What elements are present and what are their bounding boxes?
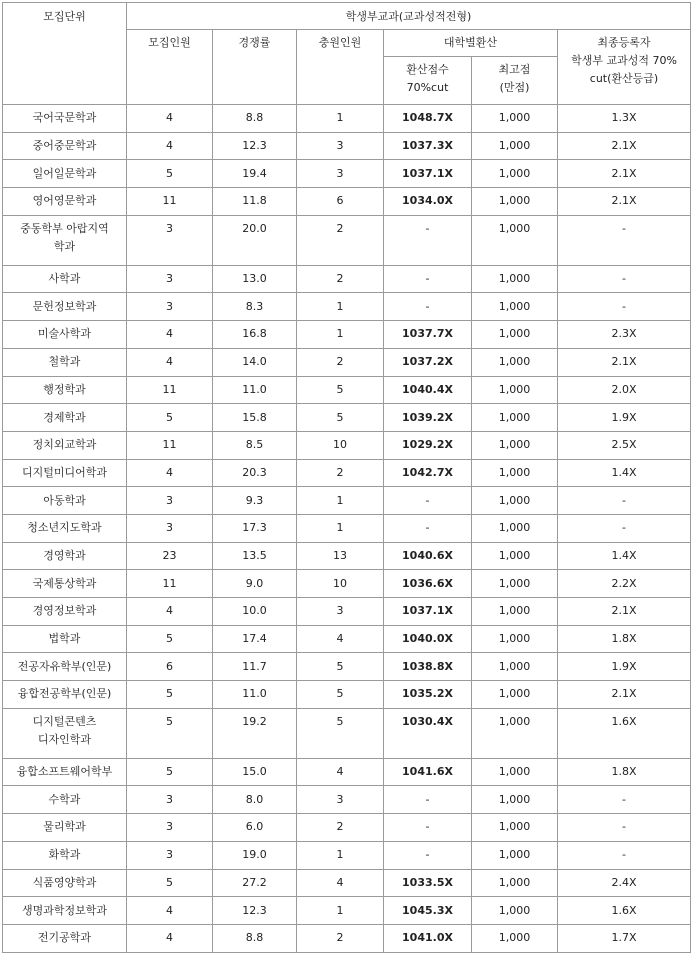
table-row xyxy=(3,841,691,869)
cell-unit: 수학과 xyxy=(3,786,127,814)
cell-max: 1,000 xyxy=(472,814,558,842)
cell-recruit: 5 xyxy=(127,404,213,432)
cell-compete: 15.0 xyxy=(213,758,297,786)
cell-unit: 식품영양학과 xyxy=(3,869,127,897)
header-convert-score: 환산점수 70%cut xyxy=(384,57,472,105)
cell-max: 1,000 xyxy=(472,514,558,542)
cell-reserve: 3 xyxy=(297,132,384,160)
cell-max: 1,000 xyxy=(472,487,558,515)
cell-max: 1,000 xyxy=(472,160,558,188)
cell-recruit: 5 xyxy=(127,708,213,758)
cell-compete: 17.3 xyxy=(213,514,297,542)
cell-reserve: 2 xyxy=(297,215,384,265)
cell-compete: 12.3 xyxy=(213,897,297,925)
cell-grade: 1.4X xyxy=(558,459,691,487)
cell-score: - xyxy=(384,487,472,515)
header-reserve: 충원인원 xyxy=(297,30,384,105)
cell-recruit: 3 xyxy=(127,265,213,293)
table-row xyxy=(3,105,691,133)
table-row xyxy=(3,487,691,515)
table-row xyxy=(3,924,691,952)
cell-reserve: 5 xyxy=(297,681,384,709)
header-track: 학생부교과(교과성적전형) xyxy=(127,3,691,30)
cell-grade: 2.3X xyxy=(558,321,691,349)
cell-reserve: 5 xyxy=(297,404,384,432)
cell-score: 1037.2X xyxy=(384,348,472,376)
cell-compete: 8.0 xyxy=(213,786,297,814)
cell-unit: 문헌정보학과 xyxy=(3,293,127,321)
table-row xyxy=(3,215,691,265)
cell-unit: 전공자유학부(인문) xyxy=(3,653,127,681)
cell-recruit: 5 xyxy=(127,681,213,709)
cell-max: 1,000 xyxy=(472,758,558,786)
cell-reserve: 5 xyxy=(297,708,384,758)
cell-max: 1,000 xyxy=(472,188,558,216)
cell-unit: 화학과 xyxy=(3,841,127,869)
cell-grade: 2.1X xyxy=(558,348,691,376)
cell-grade: - xyxy=(558,293,691,321)
cell-compete: 13.0 xyxy=(213,265,297,293)
cell-score: 1037.3X xyxy=(384,132,472,160)
cell-score: 1048.7X xyxy=(384,105,472,133)
cell-grade: 2.4X xyxy=(558,869,691,897)
cell-grade: 2.5X xyxy=(558,431,691,459)
cell-compete: 8.3 xyxy=(213,293,297,321)
cell-reserve: 1 xyxy=(297,514,384,542)
cell-reserve: 1 xyxy=(297,841,384,869)
table-row xyxy=(3,514,691,542)
cell-compete: 17.4 xyxy=(213,625,297,653)
cell-compete: 27.2 xyxy=(213,869,297,897)
header-unit: 모집단위 xyxy=(3,3,127,105)
cell-grade: 1.6X xyxy=(558,897,691,925)
cell-compete: 14.0 xyxy=(213,348,297,376)
cell-max: 1,000 xyxy=(472,376,558,404)
cell-unit: 사학과 xyxy=(3,265,127,293)
cell-unit: 물리학과 xyxy=(3,814,127,842)
cell-score: 1030.4X xyxy=(384,708,472,758)
cell-score: 1037.1X xyxy=(384,160,472,188)
table-row xyxy=(3,404,691,432)
cell-score: 1045.3X xyxy=(384,897,472,925)
cell-recruit: 3 xyxy=(127,514,213,542)
cell-recruit: 11 xyxy=(127,431,213,459)
cell-compete: 19.2 xyxy=(213,708,297,758)
table-row xyxy=(3,431,691,459)
cell-score: - xyxy=(384,841,472,869)
cell-unit: 아동학과 xyxy=(3,487,127,515)
cell-max: 1,000 xyxy=(472,265,558,293)
cell-unit: 정치외교학과 xyxy=(3,431,127,459)
cell-reserve: 2 xyxy=(297,348,384,376)
cell-reserve: 1 xyxy=(297,293,384,321)
cell-score: 1034.0X xyxy=(384,188,472,216)
cell-compete: 15.8 xyxy=(213,404,297,432)
cell-compete: 11.7 xyxy=(213,653,297,681)
cell-score: - xyxy=(384,786,472,814)
cell-score: - xyxy=(384,215,472,265)
cell-unit: 중어중문학과 xyxy=(3,132,127,160)
cell-grade: 2.1X xyxy=(558,681,691,709)
cell-max: 1,000 xyxy=(472,404,558,432)
cell-recruit: 4 xyxy=(127,132,213,160)
cell-score: - xyxy=(384,293,472,321)
cell-recruit: 3 xyxy=(127,841,213,869)
cell-recruit: 4 xyxy=(127,924,213,952)
cell-reserve: 5 xyxy=(297,376,384,404)
cell-reserve: 4 xyxy=(297,625,384,653)
cell-unit: 미술사학과 xyxy=(3,321,127,349)
table-row xyxy=(3,786,691,814)
cell-grade: - xyxy=(558,514,691,542)
cell-unit: 디지털콘텐츠 디자인학과 xyxy=(3,708,127,758)
cell-score: 1039.2X xyxy=(384,404,472,432)
cell-max: 1,000 xyxy=(472,924,558,952)
header-convert-group: 대학별환산 xyxy=(384,30,558,57)
table-row xyxy=(3,132,691,160)
cell-grade: - xyxy=(558,487,691,515)
cell-recruit: 5 xyxy=(127,625,213,653)
cell-recruit: 3 xyxy=(127,293,213,321)
cell-max: 1,000 xyxy=(472,570,558,598)
cell-recruit: 3 xyxy=(127,786,213,814)
cell-recruit: 11 xyxy=(127,570,213,598)
header-compete: 경쟁률 xyxy=(213,30,297,105)
cell-recruit: 11 xyxy=(127,376,213,404)
cell-reserve: 1 xyxy=(297,321,384,349)
table-row xyxy=(3,542,691,570)
admission-results-table xyxy=(2,2,691,953)
table-row xyxy=(3,598,691,626)
cell-unit: 경영학과 xyxy=(3,542,127,570)
cell-score: 1037.7X xyxy=(384,321,472,349)
cell-max: 1,000 xyxy=(472,348,558,376)
cell-grade: 2.0X xyxy=(558,376,691,404)
cell-recruit: 3 xyxy=(127,814,213,842)
cell-unit: 생명과학정보학과 xyxy=(3,897,127,925)
cell-max: 1,000 xyxy=(472,869,558,897)
cell-unit: 국제통상학과 xyxy=(3,570,127,598)
cell-reserve: 3 xyxy=(297,786,384,814)
cell-grade: 2.1X xyxy=(558,598,691,626)
cell-compete: 19.0 xyxy=(213,841,297,869)
cell-max: 1,000 xyxy=(472,653,558,681)
cell-grade: - xyxy=(558,265,691,293)
header-max-score: 최고점 (만점) xyxy=(472,57,558,105)
table-row xyxy=(3,348,691,376)
cell-max: 1,000 xyxy=(472,293,558,321)
header-final: 최종등록자 학생부 교과성적 70% cut(환산등급) xyxy=(558,30,691,105)
cell-recruit: 4 xyxy=(127,348,213,376)
cell-unit: 철학과 xyxy=(3,348,127,376)
cell-reserve: 1 xyxy=(297,105,384,133)
cell-grade: - xyxy=(558,841,691,869)
cell-max: 1,000 xyxy=(472,132,558,160)
cell-max: 1,000 xyxy=(472,625,558,653)
table-row xyxy=(3,708,691,758)
table-row xyxy=(3,459,691,487)
table-row xyxy=(3,653,691,681)
cell-compete: 9.3 xyxy=(213,487,297,515)
cell-max: 1,000 xyxy=(472,321,558,349)
cell-reserve: 6 xyxy=(297,188,384,216)
cell-max: 1,000 xyxy=(472,459,558,487)
cell-compete: 8.8 xyxy=(213,924,297,952)
cell-max: 1,000 xyxy=(472,431,558,459)
cell-score: - xyxy=(384,514,472,542)
cell-compete: 6.0 xyxy=(213,814,297,842)
cell-reserve: 4 xyxy=(297,869,384,897)
cell-grade: 1.7X xyxy=(558,924,691,952)
cell-recruit: 4 xyxy=(127,459,213,487)
cell-unit: 청소년지도학과 xyxy=(3,514,127,542)
cell-grade: - xyxy=(558,786,691,814)
cell-max: 1,000 xyxy=(472,542,558,570)
cell-recruit: 4 xyxy=(127,897,213,925)
cell-grade: - xyxy=(558,814,691,842)
cell-max: 1,000 xyxy=(472,598,558,626)
cell-recruit: 4 xyxy=(127,321,213,349)
cell-recruit: 3 xyxy=(127,215,213,265)
cell-compete: 9.0 xyxy=(213,570,297,598)
cell-unit: 경영정보학과 xyxy=(3,598,127,626)
cell-score: 1041.0X xyxy=(384,924,472,952)
cell-reserve: 10 xyxy=(297,570,384,598)
cell-grade: 2.1X xyxy=(558,188,691,216)
cell-score: 1040.6X xyxy=(384,542,472,570)
cell-unit: 디지털미디어학과 xyxy=(3,459,127,487)
cell-unit: 융합소프트웨어학부 xyxy=(3,758,127,786)
cell-compete: 11.0 xyxy=(213,681,297,709)
table-row xyxy=(3,321,691,349)
cell-compete: 8.5 xyxy=(213,431,297,459)
cell-score: - xyxy=(384,265,472,293)
cell-unit: 법학과 xyxy=(3,625,127,653)
cell-score: 1038.8X xyxy=(384,653,472,681)
cell-recruit: 3 xyxy=(127,487,213,515)
cell-reserve: 2 xyxy=(297,814,384,842)
table-row xyxy=(3,376,691,404)
table-body xyxy=(3,105,691,953)
cell-compete: 20.3 xyxy=(213,459,297,487)
cell-grade: - xyxy=(558,215,691,265)
cell-unit: 중동학부 아랍지역 학과 xyxy=(3,215,127,265)
cell-reserve: 13 xyxy=(297,542,384,570)
cell-score: 1041.6X xyxy=(384,758,472,786)
cell-recruit: 5 xyxy=(127,758,213,786)
cell-score: 1036.6X xyxy=(384,570,472,598)
cell-compete: 11.0 xyxy=(213,376,297,404)
cell-score: 1035.2X xyxy=(384,681,472,709)
cell-max: 1,000 xyxy=(472,681,558,709)
cell-grade: 1.8X xyxy=(558,758,691,786)
cell-unit: 행정학과 xyxy=(3,376,127,404)
cell-reserve: 4 xyxy=(297,758,384,786)
table-row xyxy=(3,897,691,925)
cell-max: 1,000 xyxy=(472,897,558,925)
cell-reserve: 2 xyxy=(297,265,384,293)
cell-recruit: 5 xyxy=(127,160,213,188)
table-row xyxy=(3,293,691,321)
cell-compete: 11.8 xyxy=(213,188,297,216)
cell-max: 1,000 xyxy=(472,841,558,869)
cell-reserve: 2 xyxy=(297,924,384,952)
cell-grade: 2.1X xyxy=(558,160,691,188)
cell-recruit: 4 xyxy=(127,105,213,133)
cell-score: 1029.2X xyxy=(384,431,472,459)
cell-unit: 영어영문학과 xyxy=(3,188,127,216)
cell-score: 1033.5X xyxy=(384,869,472,897)
cell-recruit: 11 xyxy=(127,188,213,216)
cell-score: 1040.4X xyxy=(384,376,472,404)
cell-unit: 전기공학과 xyxy=(3,924,127,952)
cell-reserve: 3 xyxy=(297,598,384,626)
cell-max: 1,000 xyxy=(472,105,558,133)
cell-unit: 국어국문학과 xyxy=(3,105,127,133)
table-row xyxy=(3,814,691,842)
cell-compete: 20.0 xyxy=(213,215,297,265)
cell-compete: 12.3 xyxy=(213,132,297,160)
cell-score: 1040.0X xyxy=(384,625,472,653)
cell-max: 1,000 xyxy=(472,786,558,814)
table-row xyxy=(3,188,691,216)
cell-grade: 2.1X xyxy=(558,132,691,160)
cell-unit: 일어일문학과 xyxy=(3,160,127,188)
cell-score: 1042.7X xyxy=(384,459,472,487)
cell-grade: 1.8X xyxy=(558,625,691,653)
table-row xyxy=(3,758,691,786)
cell-reserve: 10 xyxy=(297,431,384,459)
cell-recruit: 23 xyxy=(127,542,213,570)
header-recruit: 모집인원 xyxy=(127,30,213,105)
cell-compete: 19.4 xyxy=(213,160,297,188)
table-row xyxy=(3,681,691,709)
cell-reserve: 1 xyxy=(297,897,384,925)
cell-score: - xyxy=(384,814,472,842)
cell-compete: 10.0 xyxy=(213,598,297,626)
cell-recruit: 6 xyxy=(127,653,213,681)
cell-unit: 경제학과 xyxy=(3,404,127,432)
cell-grade: 2.2X xyxy=(558,570,691,598)
cell-recruit: 4 xyxy=(127,598,213,626)
cell-compete: 16.8 xyxy=(213,321,297,349)
cell-grade: 1.4X xyxy=(558,542,691,570)
table-row xyxy=(3,625,691,653)
cell-reserve: 3 xyxy=(297,160,384,188)
cell-recruit: 5 xyxy=(127,869,213,897)
cell-grade: 1.9X xyxy=(558,653,691,681)
cell-reserve: 5 xyxy=(297,653,384,681)
cell-grade: 1.3X xyxy=(558,105,691,133)
cell-reserve: 2 xyxy=(297,459,384,487)
cell-compete: 8.8 xyxy=(213,105,297,133)
cell-grade: 1.9X xyxy=(558,404,691,432)
cell-unit: 융합전공학부(인문) xyxy=(3,681,127,709)
table-row xyxy=(3,265,691,293)
table-row xyxy=(3,570,691,598)
table-row xyxy=(3,160,691,188)
table-row xyxy=(3,869,691,897)
cell-compete: 13.5 xyxy=(213,542,297,570)
cell-reserve: 1 xyxy=(297,487,384,515)
cell-max: 1,000 xyxy=(472,215,558,265)
cell-max: 1,000 xyxy=(472,708,558,758)
cell-grade: 1.6X xyxy=(558,708,691,758)
cell-score: 1037.1X xyxy=(384,598,472,626)
